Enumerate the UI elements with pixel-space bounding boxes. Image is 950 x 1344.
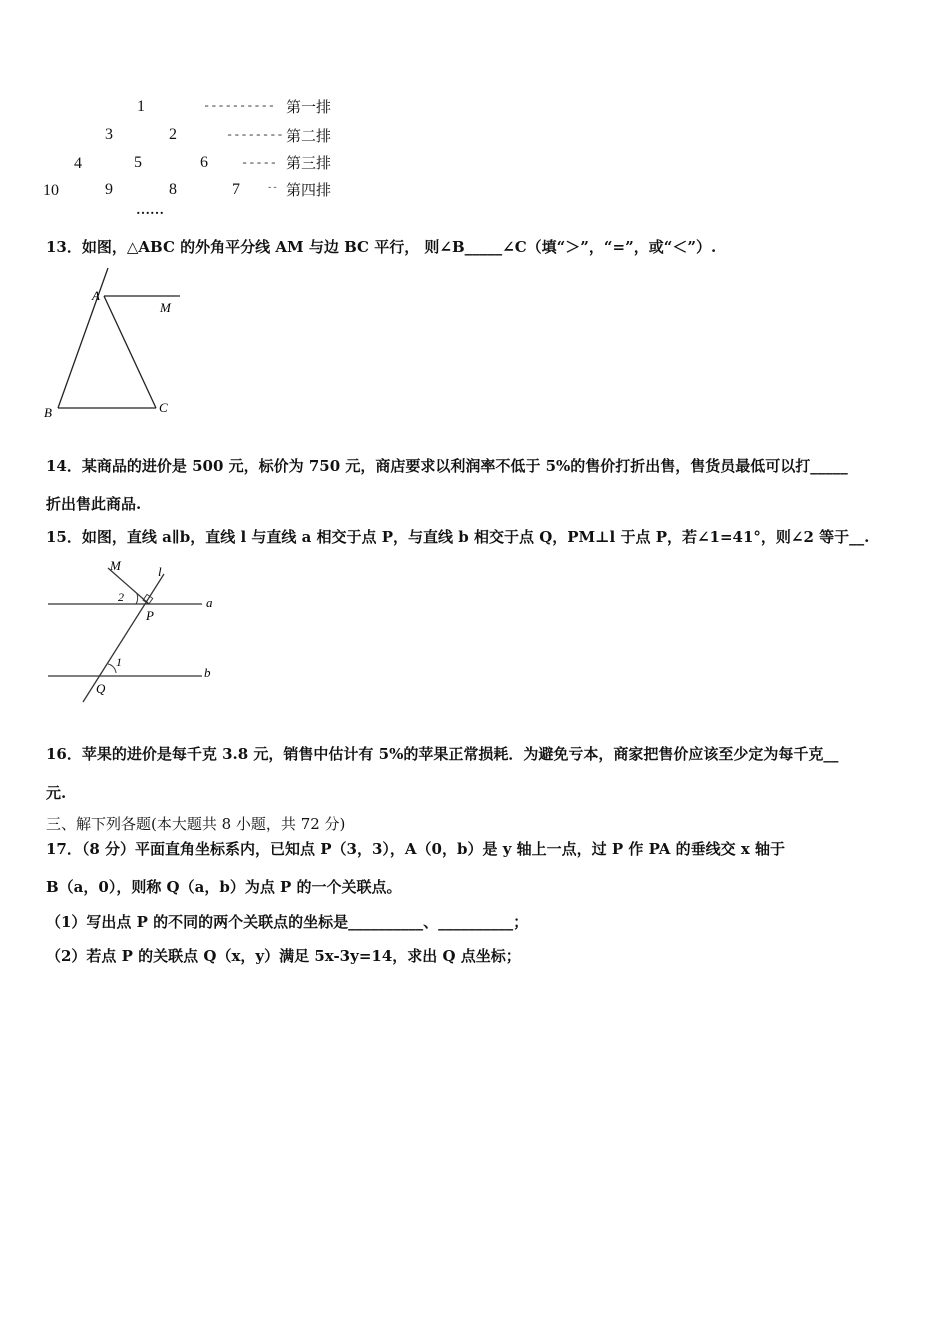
angle-1-label: 1 bbox=[116, 655, 122, 669]
question-13-text: 13．如图，△ABC 的外角平分线 AM 与边 BC 平行， 则∠B_____∠C（填“＞”，“=”，或“＜”）. bbox=[46, 238, 717, 256]
line-pm bbox=[108, 568, 149, 604]
question-16-line2: 元. bbox=[46, 784, 67, 802]
angle-1-arc bbox=[108, 664, 116, 673]
dotted-leader: ---------- bbox=[203, 99, 276, 113]
row-label: 第二排 bbox=[286, 127, 332, 145]
pyramid-number: 8 bbox=[169, 181, 177, 198]
question-16-line1: 16．苹果的进价是每千克 3.8 元，销售中估计有 5%的苹果正常损耗．为避免亏本，商家把售价应该至少定为每千克__ bbox=[46, 745, 839, 763]
label-m: M bbox=[110, 558, 121, 573]
pyramid-number: 3 bbox=[105, 126, 113, 143]
pyramid-number: 1 bbox=[137, 98, 145, 115]
label-b: B bbox=[44, 405, 52, 420]
pyramid-number: 4 bbox=[74, 155, 82, 172]
pyramid-number: 10 bbox=[43, 182, 59, 199]
dotted-leader: -- bbox=[267, 183, 278, 193]
row-label: 第四排 bbox=[286, 181, 332, 199]
pyramid-ellipsis: …… bbox=[136, 203, 164, 218]
row-label: 第三排 bbox=[286, 154, 332, 172]
question-14-line2: 折出售此商品. bbox=[46, 495, 142, 513]
question-14-line1: 14．某商品的进价是 500 元，标价为 750 元，商店要求以利润率不低于 5%的售价打折出售，售货员最低可以打_____ bbox=[46, 457, 848, 475]
pyramid-number: 9 bbox=[105, 181, 113, 198]
pyramid-number: 6 bbox=[200, 154, 208, 171]
label-m: M bbox=[160, 300, 171, 315]
triangle-figure bbox=[40, 262, 190, 422]
question-15-text: 15．如图，直线 a∥b，直线 l 与直线 a 相交于点 P，与直线 b 相交于点 Q，PM⊥l 于点 P，若∠1=41°，则∠2 等于__. bbox=[46, 528, 870, 546]
line-ac bbox=[104, 296, 156, 408]
pyramid-number: 7 bbox=[232, 181, 240, 198]
dotted-leader: -------- bbox=[226, 128, 284, 142]
question-17-part2: （2）若点 P 的关联点 Q（x，y）满足 5x-3y=14，求出 Q 点坐标； bbox=[46, 947, 521, 965]
question-17-line1: 17．（8 分）平面直角坐标系内，已知点 P（3，3），A（0，b）是 y 轴上一点，过 P 作 PA 的垂线交 x 轴于 bbox=[46, 840, 786, 858]
angle-2-label: 2 bbox=[118, 590, 124, 604]
pyramid-number: 5 bbox=[134, 154, 142, 171]
label-b: b bbox=[204, 665, 211, 680]
angle-2-arc bbox=[136, 594, 138, 604]
label-c: C bbox=[159, 400, 168, 415]
row-label: 第一排 bbox=[286, 98, 332, 116]
dotted-leader: ----- bbox=[241, 156, 278, 170]
label-l: l bbox=[158, 564, 162, 579]
pyramid-number: 2 bbox=[169, 126, 177, 143]
label-q: Q bbox=[96, 681, 106, 696]
question-17-line2: B（a，0），则称 Q（a，b）为点 P 的一个关联点。 bbox=[46, 878, 402, 896]
line-ab bbox=[58, 268, 108, 408]
section-heading: 三、解下列各题(本大题共 8 小题，共 72 分) bbox=[46, 815, 346, 833]
label-a: a bbox=[206, 595, 213, 610]
parallel-lines-figure bbox=[40, 556, 230, 706]
question-17-part1: （1）写出点 P 的不同的两个关联点的坐标是__________、__________； bbox=[46, 913, 529, 931]
label-a: A bbox=[92, 288, 100, 303]
label-p: P bbox=[146, 608, 154, 623]
